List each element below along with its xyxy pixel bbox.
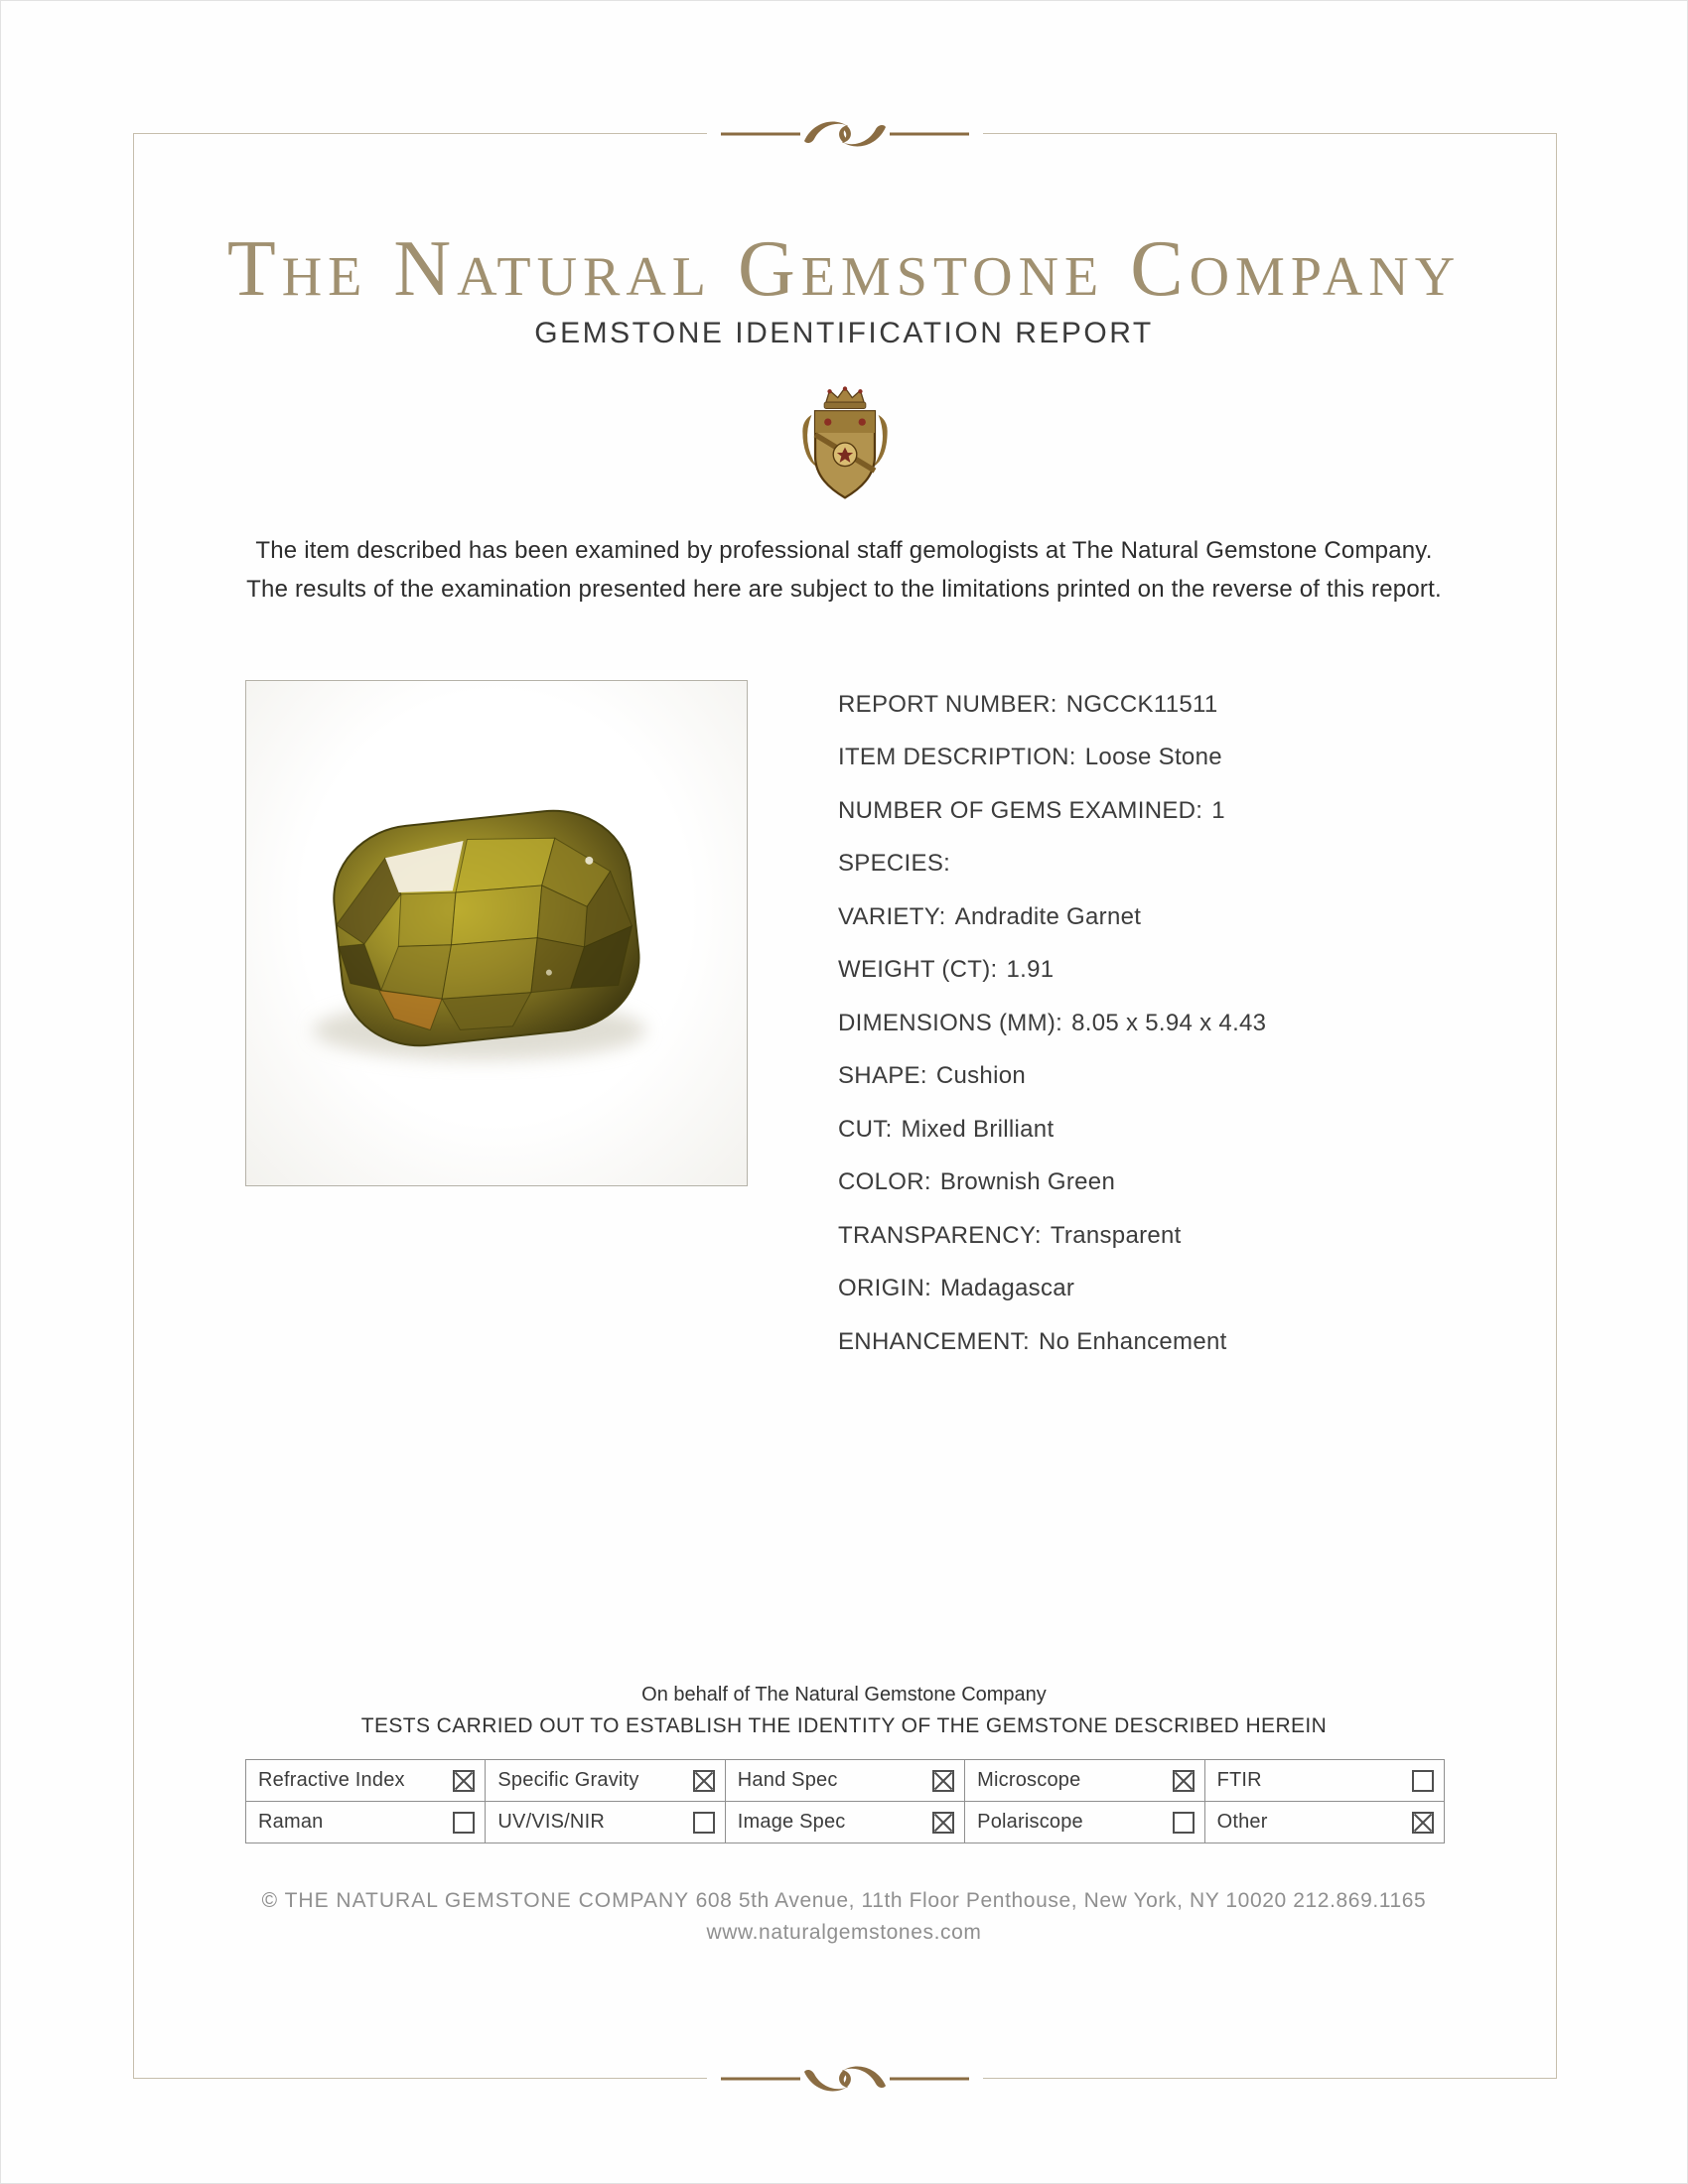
field-label: REPORT NUMBER: [838,690,1057,718]
field-label: CUT: [838,1115,893,1143]
tests-row [246,1760,1445,1802]
test-cell [246,1802,486,1843]
gemstone-photo [245,680,748,1186]
report-field [838,732,1266,785]
test-cell [1204,1802,1444,1843]
test-checkbox [932,1812,954,1834]
test-label: Other [1216,1811,1268,1833]
test-label: Polariscope [977,1811,1083,1833]
test-cell [965,1760,1204,1802]
footer-address [1,1889,1687,1913]
report-field [838,1157,1266,1210]
report-field [838,678,1266,732]
test-checkbox [693,1812,715,1834]
on-behalf-text: On behalf of The Natural Gemstone Company [641,1684,1047,1706]
field-label: ENHANCEMENT: [838,1327,1030,1355]
field-label: NUMBER OF GEMS EXAMINED: [838,796,1203,824]
field-value: No Enhancement [1038,1327,1227,1355]
company-name: The Natural Gemstone Company [226,225,1462,313]
bottom-flourish-ornament [707,2058,983,2100]
test-checkbox [1412,1812,1434,1834]
report-field [838,1315,1266,1369]
field-value: Cushion [935,1062,1026,1090]
field-label: SHAPE: [838,1062,927,1090]
field-value: Andradite Garnet [954,902,1142,930]
field-value: 8.05 x 5.94 x 4.43 [1071,1009,1267,1036]
test-label: Raman [258,1811,324,1833]
field-value: Madagascar [940,1275,1075,1302]
intro-line-1: The item described has been examined by professional staff gemologists at The Natural Gemstone Company. [255,537,1433,564]
field-value: Transparent [1050,1221,1182,1249]
field-label: WEIGHT (CT): [838,956,998,984]
test-cell [965,1802,1204,1843]
test-cell [246,1760,486,1802]
test-cell [1204,1760,1444,1802]
report-field [838,1263,1266,1316]
report-field [838,1103,1266,1157]
test-checkbox [453,1812,475,1834]
test-checkbox [1412,1770,1434,1792]
report-fields [838,678,1266,1369]
field-value: Brownish Green [939,1168,1116,1196]
tests-table [245,1759,1445,1843]
test-checkbox [932,1770,954,1792]
field-label: VARIETY: [838,902,946,930]
company-crest-logo [795,384,895,501]
field-label: SPECIES: [838,850,951,878]
test-cell [486,1802,725,1843]
intro-line-2: The results of the examination presented here are subject to the limitations printed on the reverse of this report. [246,576,1442,603]
field-label: ORIGIN: [838,1275,932,1302]
report-field [838,784,1266,838]
test-checkbox [453,1770,475,1792]
field-label: TRANSPARENCY: [838,1221,1042,1249]
field-value: NGCCK11511 [1065,690,1218,718]
gemstone-image [246,681,749,1187]
test-label: Specific Gravity [497,1769,639,1791]
crest-icon [795,384,895,501]
field-value: 1 [1211,796,1225,824]
footer-copyright: © THE NATURAL GEMSTONE COMPANY [261,1889,690,1912]
footer-street-address: 608 5th Avenue, 11th Floor Penthouse, New York, NY 10020 212.869.1165 [695,1889,1427,1912]
flourish-icon [721,2058,969,2100]
test-cell [486,1760,725,1802]
test-label: FTIR [1216,1769,1262,1791]
test-label: UV/VIS/NIR [497,1811,605,1833]
report-field [838,1050,1266,1104]
test-checkbox [693,1770,715,1792]
report-field [838,997,1266,1050]
tests-heading: TESTS CARRIED OUT TO ESTABLISH THE IDENTITY OF THE GEMSTONE DESCRIBED HEREIN [360,1714,1328,1737]
test-label: Image Spec [737,1811,846,1833]
intro-text [1,531,1687,609]
test-label: Hand Spec [737,1769,838,1791]
test-label: Microscope [977,1769,1081,1791]
report-title: GEMSTONE IDENTIFICATION REPORT [534,317,1154,349]
test-checkbox [1173,1812,1195,1834]
report-field [838,890,1266,944]
flourish-icon [721,113,969,155]
footer-website: www.naturalgemstones.com [706,1921,982,1944]
test-label: Refractive Index [258,1769,405,1791]
test-cell [725,1760,964,1802]
field-label: COLOR: [838,1168,931,1196]
field-value: Mixed Brilliant [901,1115,1055,1143]
field-value: 1.91 [1006,956,1055,984]
report-field [838,838,1266,891]
test-cell [725,1802,964,1843]
field-value: Loose Stone [1084,744,1222,771]
report-field [838,1209,1266,1263]
tests-row [246,1802,1445,1843]
field-label: DIMENSIONS (MM): [838,1009,1063,1036]
report-field [838,944,1266,998]
field-label: ITEM DESCRIPTION: [838,744,1076,771]
test-checkbox [1173,1770,1195,1792]
top-flourish-ornament [707,113,983,155]
